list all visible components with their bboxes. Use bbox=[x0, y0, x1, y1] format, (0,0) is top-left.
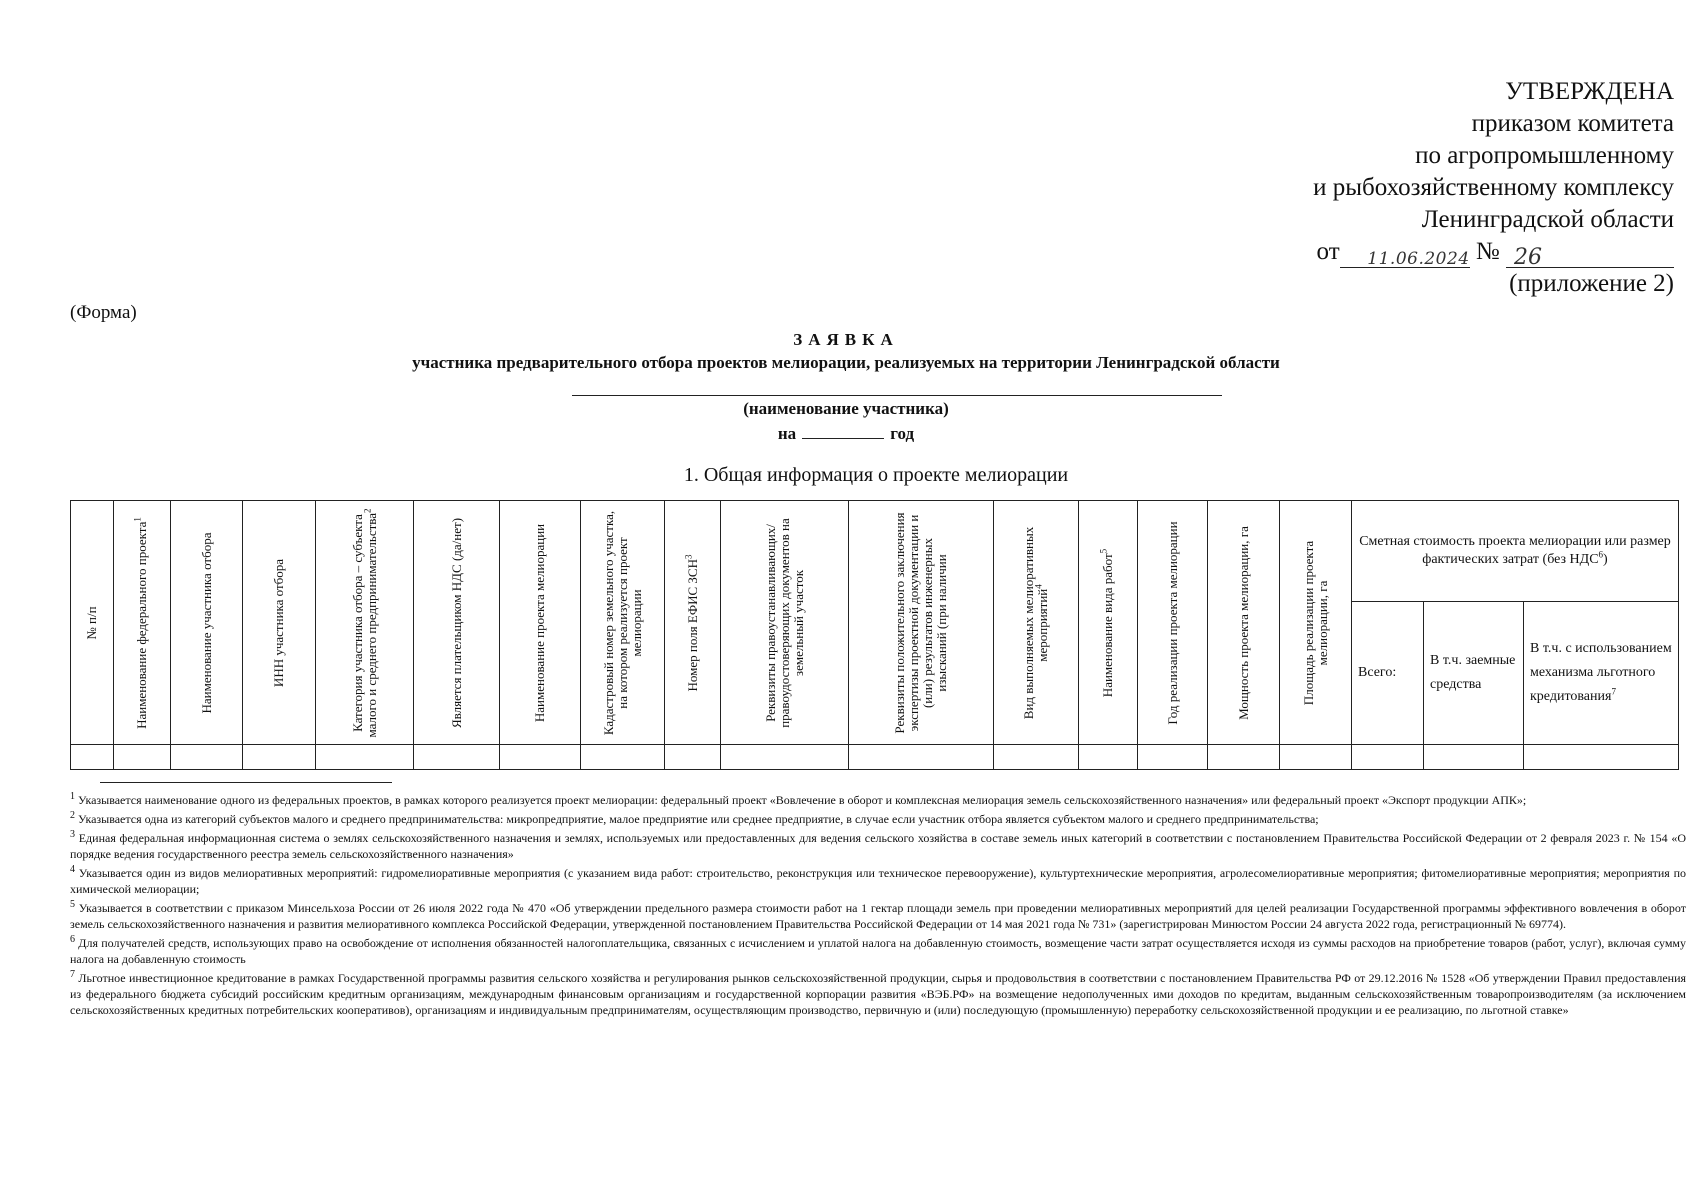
handwritten-number: 26 bbox=[1514, 245, 1542, 270]
column-header-text: Наименование участника отбора bbox=[198, 532, 214, 713]
column-header-10 bbox=[721, 501, 849, 745]
column-header-6 bbox=[414, 501, 500, 745]
table-cell[interactable] bbox=[171, 745, 243, 770]
footnotes bbox=[70, 792, 1686, 1021]
approval-block bbox=[1154, 76, 1674, 300]
cost-header: Сметная стоимость проекта мелиорации или размер фактических затрат (без НДС bbox=[1359, 534, 1671, 567]
footnote-1: $^1$ Указывается наименование одного из федеральных проектов, в рамках которого реализуется проект мелиорации: федеральный проект «Вовлечение в оборот и комплексная мелиорация земель сельскохозяйственного назначения» или федеральный проект «Экспорт продукции АПК»; bbox=[70, 791, 1527, 807]
sub-borrowed-label: В т.ч. заемные средства bbox=[1430, 653, 1516, 692]
column-header-text: Наименование проекта мелиорации bbox=[532, 523, 547, 722]
column-header-14 bbox=[1138, 501, 1208, 745]
column-header-3 bbox=[171, 501, 243, 745]
column-header-text: Площадь реализации проекта мелиорации, га bbox=[1300, 540, 1330, 705]
participant-name-line bbox=[572, 395, 1222, 396]
approval-line-4: и рыбохозяйственному комплексу bbox=[1313, 174, 1674, 201]
column-header-1 bbox=[71, 501, 114, 745]
column-header-text: Год реализации проекта мелиорации bbox=[1164, 520, 1180, 725]
table-cell[interactable] bbox=[71, 745, 114, 770]
table-cell[interactable] bbox=[1079, 745, 1138, 770]
table-cell[interactable] bbox=[1208, 745, 1280, 770]
column-header-text: Наименование федерального проекта$^1$ bbox=[132, 516, 149, 729]
table-row bbox=[71, 745, 1679, 770]
sub-borrowed-cell bbox=[1424, 602, 1524, 745]
table-cell[interactable] bbox=[665, 745, 721, 770]
footnote-3: $^3$ Единая федеральная информационная система о землях сельскохозяйственного назначения и землях, используемых или предоставленных для ведения сельского хозяйства в составе земель иных категорий в соответствии с постановлением Правительства Российской Федерации от 2 февраля 2023 г. № 154 «О порядке ведения государственного реестра земель сельскохозяйственного назначения» bbox=[70, 829, 1687, 861]
form-label: (Форма) bbox=[70, 302, 137, 323]
project-info-table bbox=[70, 500, 1679, 770]
approval-line-2: приказом комитета bbox=[1471, 110, 1674, 137]
sub-total-cell bbox=[1352, 602, 1424, 745]
table-cell[interactable] bbox=[414, 745, 500, 770]
sub-total-label: Всего: bbox=[1358, 665, 1397, 680]
column-header-12 bbox=[994, 501, 1079, 745]
year-row bbox=[0, 422, 1692, 444]
column-header-5 bbox=[316, 501, 414, 745]
column-header-text: Категория участника отбора – субъекта малого и среднего предпринимательства$^2$ bbox=[349, 507, 379, 738]
column-header-text: ИНН участника отбора bbox=[271, 558, 286, 687]
column-header-9 bbox=[665, 501, 721, 745]
footnote-4: $^4$ Указывается один из видов мелиоративных мероприятий: гидромелиоративные мероприятия (с указанием вида работ: строительство, реконструкция или техническое перевооружение), культуртехнические мероприятия, агролесомелиоративные мероприятия; фитомелиоративные мероприятия; мероприятия по химической мелиорации; bbox=[70, 864, 1686, 896]
column-header-2 bbox=[114, 501, 171, 745]
table-cell[interactable] bbox=[581, 745, 665, 770]
number-field bbox=[1506, 241, 1674, 268]
year-prefix: на bbox=[777, 424, 797, 443]
table-cell[interactable] bbox=[994, 745, 1079, 770]
handwritten-date: 11.06.2024 bbox=[1367, 249, 1470, 269]
table-header-row bbox=[71, 501, 1679, 602]
participant-name-caption: (наименование участника) bbox=[743, 399, 949, 418]
column-header-text: Реквизиты положительного заключения экспертизы проектной документации и (или) результатов инженерных изысканий (при наличии bbox=[892, 511, 949, 734]
year-blank bbox=[802, 422, 884, 439]
footnote-7: $^7$ Льготное инвестиционное кредитование в рамках Государственной программы развития сельского хозяйства и регулирования рынков сельскохозяйственной продукции, сырья и продовольствия в соответствии с постановлением Правительства РФ от 29.12.2016 № 1528 «Об утверждении Правил предоставления из федерального бюджета субсидий российским кредитным организациям, международным финансовым организациям и государственной корпорации развития «ВЭБ.РФ» на возмещение недополученных ими доходов по кредитам, выданным сельскохозяйственным товаропроизводителям (за исключением сельскохозяйственных кредитных потребительских кооперативов), организациям и индивидуальным предпринимателям, осуществляющим производство, первичную и (или) последующую (промышленную) переработку сельскохозяйственной продукции и ее реализацию, по льготной ставке» bbox=[70, 969, 1687, 1017]
column-header-text: Кадастровый номер земельного участка, на котором реализуется проект мелиорации bbox=[600, 510, 644, 735]
sub-preferential-cell bbox=[1524, 602, 1679, 745]
column-header-text: Вид выполняемых мелиоративных мероприятий$^4$ bbox=[1021, 526, 1050, 719]
cost-header-cell: Сметная стоимость проекта мелиорации или размер фактических затрат (без НДС$^6$) bbox=[1352, 501, 1679, 602]
table-cell[interactable] bbox=[849, 745, 994, 770]
column-header-text: Является плательщиком НДС (да/нет) bbox=[448, 517, 464, 728]
column-header-16 bbox=[1280, 501, 1352, 745]
footnote-separator bbox=[100, 782, 392, 783]
number-label: № bbox=[1475, 238, 1500, 265]
column-header-7 bbox=[500, 501, 581, 745]
table-cell[interactable] bbox=[1524, 745, 1679, 770]
approval-line-3: по агропромышленному bbox=[1415, 142, 1674, 169]
document-title: ЗАЯВКА bbox=[793, 330, 899, 349]
footnote-6: $^6$ Для получателей средств, использующих право на освобождение от исполнения обязанностей налогоплательщика, связанных с исчислением и уплатой налога на добавленную стоимость, возмещение части затрат осуществляется исходя из суммы расходов на приобретение товаров (работ, услуг), включая сумму налога на добавленную стоимость bbox=[70, 934, 1687, 966]
approval-date-number-row bbox=[1154, 236, 1674, 268]
table-cell[interactable] bbox=[243, 745, 316, 770]
column-header-13 bbox=[1079, 501, 1138, 745]
date-field bbox=[1340, 241, 1470, 268]
table-cell[interactable] bbox=[721, 745, 849, 770]
approval-line-1: УТВЕРЖДЕНА bbox=[1505, 78, 1674, 105]
column-header-text: Реквизиты правоустанавливающих/правоудостоверяющих документов на земельный участок bbox=[762, 517, 806, 728]
table-cell[interactable] bbox=[1352, 745, 1424, 770]
year-suffix: год bbox=[890, 424, 915, 443]
footnote-5: $^5$ Указывается в соответствии с приказом Минсельхоза России от 26 июля 2022 года № 470 «Об утверждении предельного размера стоимости работ на 1 гектар площади земель при проведении мелиоративных мероприятий для целей реализации Государственной программы эффективного вовлечения в оборот земель сельскохозяйственного назначения и развития мелиоративного комплекса Российской Федерации, утвержденной постановлением Правительства Российской Федерации от 14 мая 2021 года № 731» (зарегистрирован Минюстом России 24 августа 2022 года, регистрационный № 69774). bbox=[70, 899, 1687, 931]
table-cell[interactable] bbox=[1280, 745, 1352, 770]
from-label: от bbox=[1316, 238, 1340, 265]
table-cell[interactable] bbox=[1138, 745, 1208, 770]
section-title: 1. Общая информация о проекте мелиорации bbox=[683, 464, 1069, 486]
cost-header-sup: 6 bbox=[1598, 549, 1604, 560]
footnote-2: $^2$ Указывается одна из категорий субъектов малого и среднего предпринимательства: микропредприятие, малое предприятие или среднее предприятие, в случае если участник отбора является субъектом малого и среднего предпринимательства; bbox=[70, 810, 1319, 826]
table-cell[interactable] bbox=[500, 745, 581, 770]
sub-preferential-label: В т.ч. с использованием механизма льготного кредитования bbox=[1530, 641, 1672, 704]
column-header-text: Мощность проекта мелиорации, га bbox=[1235, 525, 1251, 720]
approval-line-5: Ленинградской области bbox=[1421, 206, 1674, 233]
table-cell[interactable] bbox=[114, 745, 171, 770]
sub-preferential-sup: 7 bbox=[1611, 686, 1616, 697]
column-header-8 bbox=[581, 501, 665, 745]
document-subtitle: участника предварительного отбора проектов мелиорации, реализуемых на территории Ленинградской области bbox=[412, 353, 1280, 372]
column-header-text: № п/п bbox=[84, 605, 99, 640]
column-header-text: Наименование вида работ$^5$ bbox=[1098, 548, 1115, 697]
appendix-label: (приложение 2) bbox=[1509, 270, 1674, 297]
column-header-4 bbox=[243, 501, 316, 745]
table-cell[interactable] bbox=[316, 745, 414, 770]
column-header-text: Номер поля ЕФИС ЗСН$^3$ bbox=[683, 554, 700, 691]
table-cell[interactable] bbox=[1424, 745, 1524, 770]
column-header-15 bbox=[1208, 501, 1280, 745]
column-header-11 bbox=[849, 501, 994, 745]
